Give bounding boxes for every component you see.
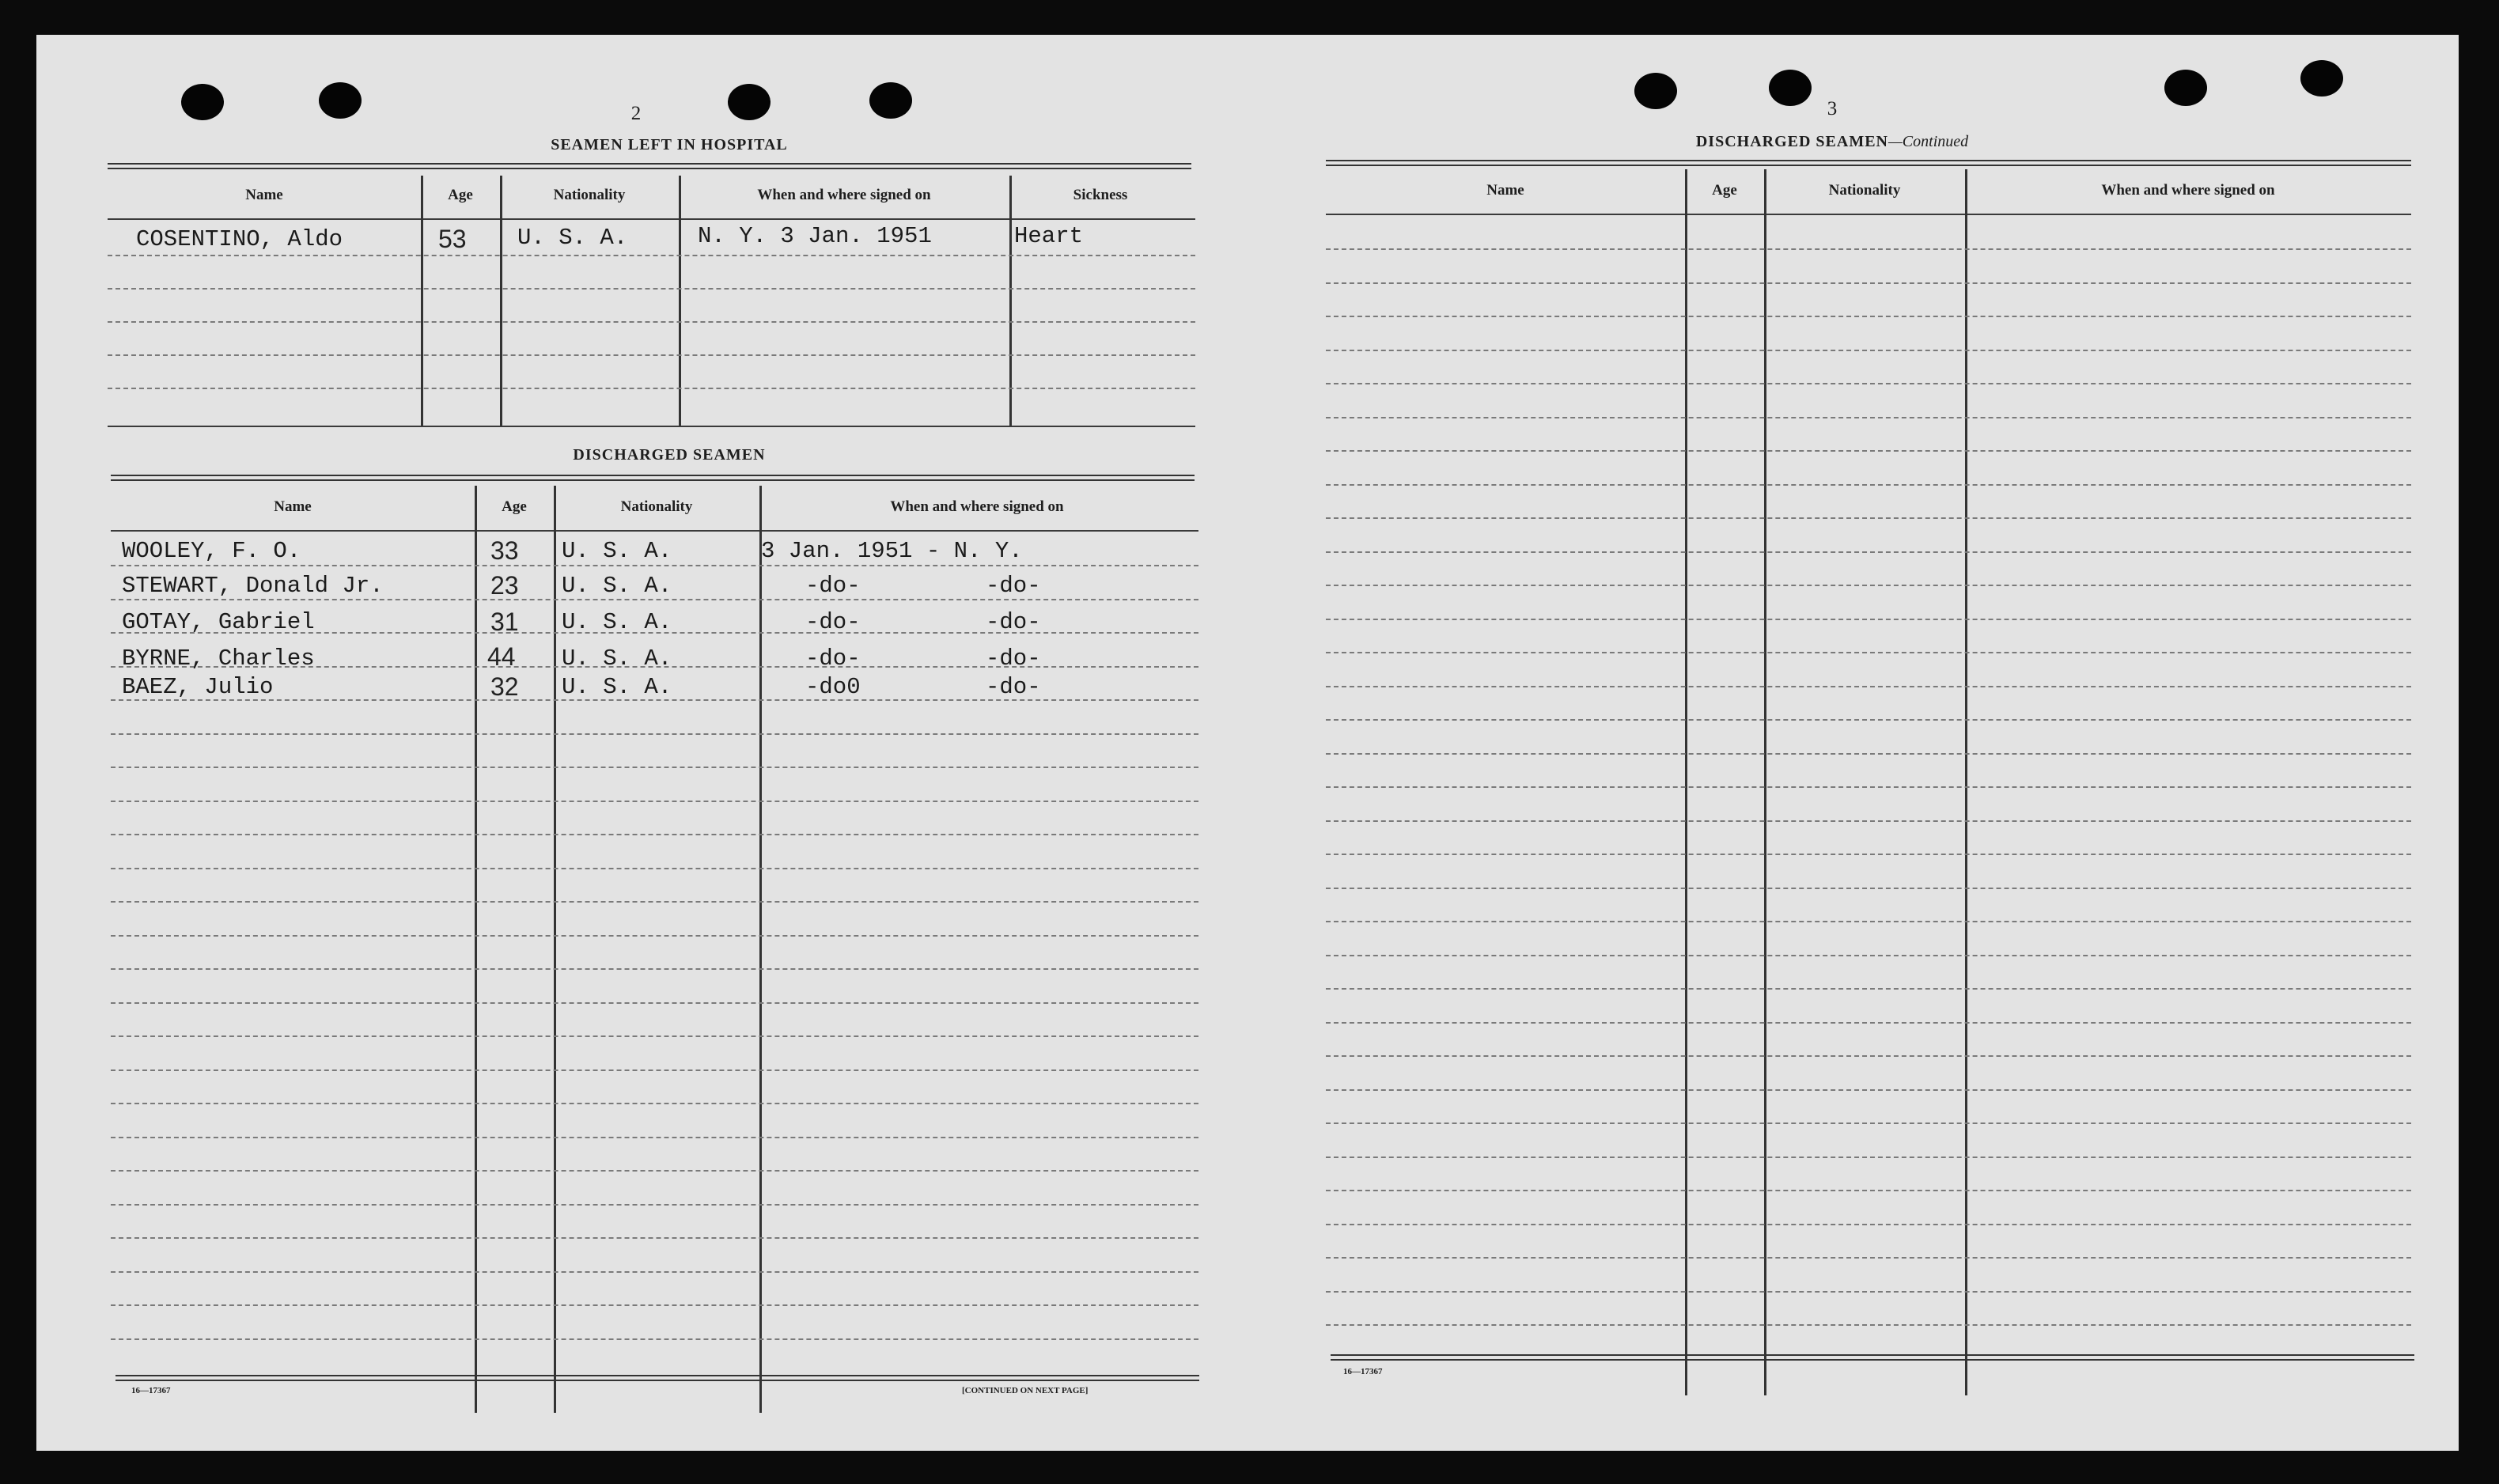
punch-hole	[319, 82, 362, 119]
hospital-header-signed-on: When and where signed on	[757, 187, 931, 203]
continued-table-top-rule	[1326, 160, 2411, 166]
ruled-line	[1326, 955, 2411, 956]
ruled-line	[111, 834, 1198, 835]
ruled-line	[1326, 383, 2411, 384]
discharged-where: -do-	[986, 573, 1041, 599]
form-number-right: 16—17367	[1343, 1367, 1383, 1376]
ruled-line	[111, 1237, 1198, 1239]
continued-col-divider	[1764, 169, 1766, 1395]
continued-col-divider	[1965, 169, 1967, 1395]
continued-bottom-rule	[1331, 1354, 2414, 1361]
discharged-nationality: U. S. A.	[562, 609, 672, 635]
hospital-header-sickness: Sickness	[1073, 187, 1128, 203]
ruled-line	[111, 1035, 1198, 1037]
ruled-line	[111, 767, 1198, 768]
ruled-line	[1326, 753, 2411, 755]
discharged-nationality: U. S. A.	[562, 645, 672, 672]
ruled-line	[111, 935, 1198, 937]
discharged-when: -do0	[805, 674, 861, 700]
discharged-col-divider	[554, 486, 556, 1413]
continued-header-signed-on: When and where signed on	[2101, 182, 2275, 199]
discharged-where: -do-	[986, 645, 1041, 672]
discharged-nationality: U. S. A.	[562, 538, 672, 564]
discharged-age: 23	[490, 571, 519, 600]
continued-header-rule	[1326, 214, 2411, 215]
hospital-bottom-rule	[108, 426, 1195, 427]
discharged-when: -do-	[805, 573, 861, 599]
ruled-line	[111, 1338, 1198, 1340]
discharged-header-rule	[111, 530, 1198, 532]
continued-title-main: DISCHARGED SEAMEN	[1695, 133, 1889, 150]
hospital-header-rule	[108, 218, 1195, 220]
hospital-col-divider	[421, 176, 423, 427]
ruled-line	[1326, 585, 2411, 586]
ruled-line	[1326, 921, 2411, 922]
hospital-row-line	[108, 388, 1195, 389]
hospital-col-divider	[500, 176, 502, 427]
ruled-line	[1326, 786, 2411, 788]
ruled-line	[1326, 1089, 2411, 1091]
ruled-line	[1326, 1291, 2411, 1293]
punch-hole	[1634, 73, 1677, 109]
ruled-line	[111, 968, 1198, 970]
ruled-line	[1326, 820, 2411, 822]
punch-hole	[1769, 70, 1812, 106]
ruled-line	[111, 801, 1198, 802]
ruled-line	[1326, 1257, 2411, 1259]
continued-header-nationality: Nationality	[1828, 182, 1901, 199]
discharged-name: GOTAY, Gabriel	[122, 609, 315, 635]
hospital-sickness: Heart	[1014, 223, 1084, 249]
hospital-row-line	[108, 354, 1195, 356]
ruled-line	[111, 1002, 1198, 1004]
ruled-line	[1326, 551, 2411, 553]
continued-table-title	[1587, 133, 2077, 151]
discharged-where: -do-	[986, 674, 1041, 700]
ruled-line	[1326, 652, 2411, 653]
ruled-line	[1326, 1324, 2411, 1326]
ruled-line	[1326, 282, 2411, 284]
punch-hole	[181, 84, 224, 120]
ruled-line	[1326, 1190, 2411, 1191]
ruled-line	[1326, 888, 2411, 889]
ruled-line	[1326, 350, 2411, 351]
discharged-col-divider	[759, 486, 762, 1413]
discharged-header-name: Name	[274, 498, 312, 515]
ruled-line	[111, 565, 1198, 566]
discharged-when: 3 Jan. 1951 - N. Y.	[761, 538, 1023, 564]
ruled-line	[1326, 988, 2411, 990]
ruled-line	[1326, 1055, 2411, 1057]
continued-note: [CONTINUED ON NEXT PAGE]	[962, 1386, 1089, 1395]
hospital-header-name: Name	[245, 187, 283, 203]
discharged-age: 32	[490, 672, 519, 701]
discharged-when: -do-	[805, 645, 861, 672]
ruled-line	[111, 733, 1198, 735]
discharged-age: 33	[490, 536, 519, 565]
ruled-line	[111, 1103, 1198, 1104]
form-number-left: 16—17367	[131, 1386, 171, 1395]
discharged-col-divider	[475, 486, 477, 1413]
hospital-table-top-rule	[108, 163, 1191, 169]
ruled-line	[1326, 316, 2411, 317]
ruled-line	[111, 1170, 1198, 1172]
hospital-signed-on: N. Y. 3 Jan. 1951	[698, 223, 932, 249]
punch-hole	[728, 84, 771, 120]
continued-title-suffix: —Continued	[1888, 133, 1969, 150]
continued-header-name: Name	[1486, 182, 1524, 199]
page-number-left: 2	[630, 103, 642, 124]
hospital-col-divider	[679, 176, 681, 427]
discharged-table-title: DISCHARGED SEAMEN	[573, 446, 766, 464]
discharged-name: BYRNE, Charles	[122, 645, 315, 672]
hospital-header-age: Age	[448, 187, 473, 203]
ruled-line	[1326, 417, 2411, 418]
discharged-name: WOOLEY, F. O.	[122, 538, 301, 564]
continued-header-age: Age	[1712, 182, 1737, 199]
hospital-age: 53	[438, 225, 467, 253]
ruled-line	[1326, 484, 2411, 486]
punch-hole	[869, 82, 912, 119]
ruled-line	[1326, 1224, 2411, 1225]
ruled-line	[111, 901, 1198, 903]
ruled-line	[1326, 1122, 2411, 1124]
ruled-line	[1326, 248, 2411, 250]
discharged-nationality: U. S. A.	[562, 573, 672, 599]
ruled-line	[1326, 517, 2411, 519]
discharged-where: -do-	[986, 609, 1041, 635]
ruled-line	[1326, 1157, 2411, 1158]
discharged-header-nationality: Nationality	[620, 498, 693, 515]
discharged-age: 44	[487, 642, 516, 671]
continued-col-divider	[1685, 169, 1687, 1395]
discharged-when: -do-	[805, 609, 861, 635]
punch-hole	[2300, 60, 2343, 97]
discharged-header-signed-on: When and where signed on	[890, 498, 1064, 515]
ruled-line	[1326, 619, 2411, 620]
punch-hole	[2164, 70, 2207, 106]
hospital-header-nationality: Nationality	[553, 187, 626, 203]
ruled-line	[111, 1069, 1198, 1071]
discharged-header-age: Age	[502, 498, 527, 515]
discharged-name: STEWART, Donald Jr.	[122, 573, 384, 599]
ruled-line	[111, 868, 1198, 869]
discharged-bottom-rule	[115, 1375, 1199, 1381]
ruled-line	[1326, 854, 2411, 855]
discharged-age: 31	[490, 608, 519, 636]
page-number-right: 3	[1827, 98, 1838, 119]
ruled-line	[111, 1204, 1198, 1206]
ruled-line	[1326, 1022, 2411, 1024]
hospital-row-line	[108, 288, 1195, 290]
ruled-line	[111, 1304, 1198, 1306]
hospital-col-divider	[1009, 176, 1012, 427]
hospital-row-line	[108, 321, 1195, 323]
hospital-table-title: SEAMEN LEFT IN HOSPITAL	[551, 136, 788, 153]
ruled-line	[1326, 719, 2411, 721]
discharged-nationality: U. S. A.	[562, 674, 672, 700]
hospital-row-line	[108, 255, 1195, 256]
hospital-name: COSENTINO, Aldo	[136, 226, 343, 252]
ruled-line	[111, 1137, 1198, 1138]
ruled-line	[111, 1271, 1198, 1273]
ruled-line	[1326, 450, 2411, 452]
ruled-line	[1326, 686, 2411, 687]
hospital-nationality: U. S. A.	[517, 225, 628, 251]
discharged-name: BAEZ, Julio	[122, 674, 274, 700]
document-sheet	[36, 35, 2459, 1451]
discharged-table-top-rule	[111, 475, 1195, 481]
